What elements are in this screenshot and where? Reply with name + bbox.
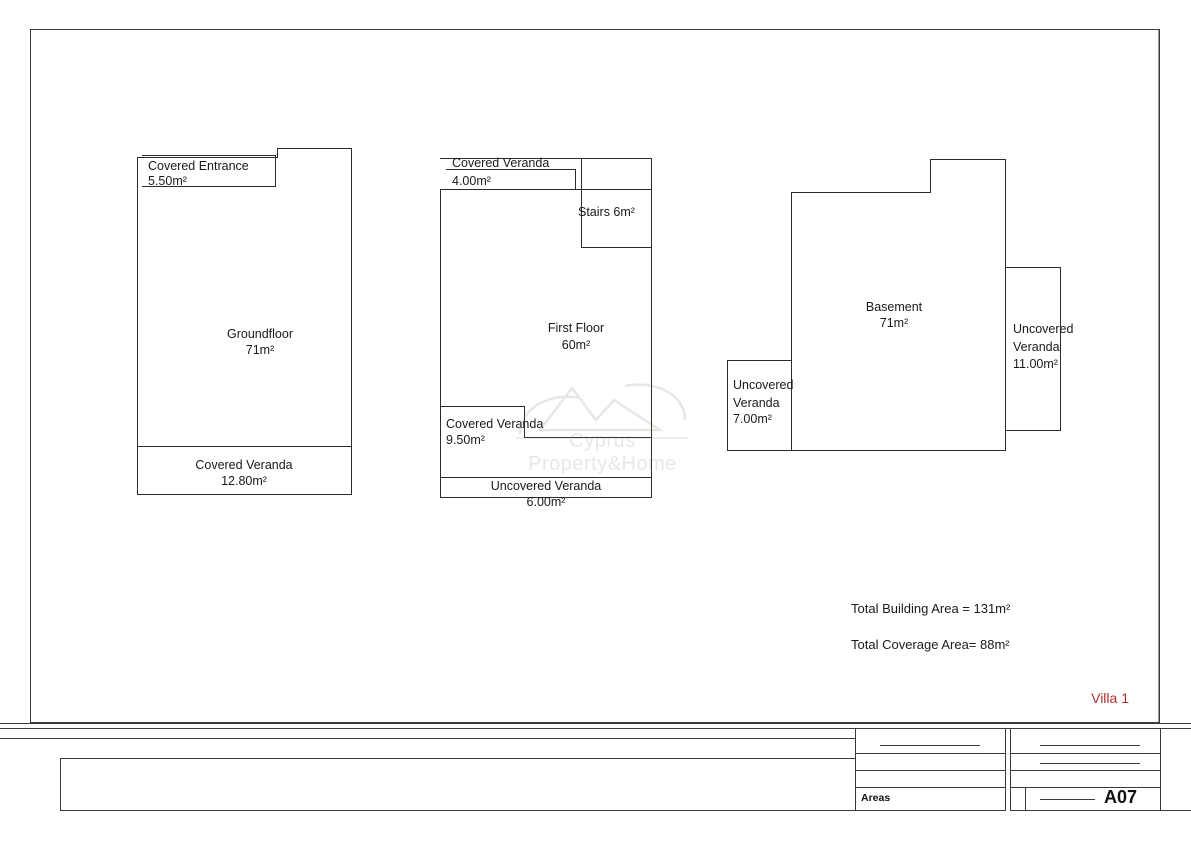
tb-areas-label: Areas — [861, 792, 891, 804]
bs-left-veranda-area: 7.00m² — [733, 412, 772, 426]
villa-label: Villa 1 — [1091, 690, 1129, 706]
ff-outline-left — [440, 189, 441, 498]
tb-grid-r4 — [855, 810, 1005, 811]
gf-entrance-box-right — [275, 155, 276, 187]
tb-top-line-2 — [0, 728, 1191, 729]
bs-outline-bottom — [727, 450, 1006, 451]
drawing-frame-inner — [31, 30, 1159, 722]
bs-outline-step-v — [930, 159, 931, 192]
tb-leftbox-bottom — [60, 810, 855, 811]
ff-covered-veranda-bottom-area: 9.50m² — [446, 433, 485, 447]
tb-drawing-code: A07 — [1104, 787, 1138, 807]
tb-grid-sub2 — [880, 745, 980, 746]
gf-veranda-divider — [137, 446, 352, 447]
ff-covered-veranda-bottom-label: Covered Veranda — [446, 417, 544, 431]
ff-stairs-right — [651, 158, 652, 248]
tb-grid-rr3 — [1010, 787, 1160, 788]
bs-right-veranda-top — [1005, 267, 1061, 268]
tb-leftbox-left — [60, 758, 61, 810]
ff-uncovered-veranda-area: 6.00m² — [526, 495, 566, 509]
bs-left-veranda-top — [727, 360, 792, 361]
bs-outline-top — [930, 159, 1006, 160]
gf-covered-entrance-label: Covered Entrance — [148, 159, 249, 173]
tb-grid-r2 — [855, 770, 1005, 771]
bs-outline-right — [1005, 159, 1006, 451]
total-coverage-area: Total Coverage Area= 88m² — [851, 637, 1010, 652]
tb-grid-sub4 — [1040, 763, 1140, 764]
gf-covered-entrance-area: 5.50m² — [148, 174, 187, 188]
tb-leftbox-top — [60, 758, 855, 759]
tb-grid-rr1 — [1010, 753, 1160, 754]
total-building-area: Total Building Area = 131m² — [851, 601, 1011, 616]
tb-grid-rr4 — [1010, 810, 1191, 811]
tb-grid-mid — [1005, 728, 1006, 811]
tb-grid-right — [1160, 728, 1161, 811]
tb-grid-rr2 — [1010, 770, 1160, 771]
ff-area-label: 60m² — [561, 338, 591, 352]
tb-grid-sub3 — [1040, 745, 1140, 746]
tb-grid-sub1 — [1040, 799, 1095, 800]
gf-covered-veranda-label: Covered Veranda — [195, 458, 293, 472]
ff-stairs-label: Stairs 6m² — [578, 205, 635, 219]
tb-top-line — [0, 723, 1191, 724]
gf-entrance-box-top — [142, 155, 275, 156]
ff-cv-box-right-h — [524, 437, 652, 438]
ff-cv-box-top — [440, 406, 525, 407]
bs-left-veranda-left — [727, 360, 728, 451]
ff-stairs-bottom — [581, 247, 652, 248]
title-block — [0, 723, 1191, 842]
tb-grid-sub5 — [1025, 787, 1026, 810]
bs-right-veranda-area: 11.00m² — [1013, 357, 1058, 371]
gf-covered-veranda-area: 12.80m² — [221, 474, 267, 488]
bs-outline-left — [791, 192, 792, 451]
ff-covered-veranda-top-label: Covered Veranda — [452, 156, 550, 170]
watermark-text: Cyprus Property&Home — [528, 430, 677, 475]
bs-name-label: Basement — [865, 300, 923, 314]
tb-grid-r3 — [855, 787, 1005, 788]
ff-stairs-left — [581, 158, 582, 248]
tb-left-line-3 — [0, 738, 855, 739]
gf-outline-right — [351, 148, 352, 495]
gf-name-label: Groundfloor — [226, 327, 293, 341]
bs-area-label: 71m² — [879, 316, 909, 330]
bs-outline-top-left — [791, 192, 931, 193]
bs-right-veranda-label2: Veranda — [1013, 340, 1060, 354]
ff-cvtop-box-right — [575, 169, 576, 190]
bs-left-veranda-label1: Uncovered — [733, 378, 794, 392]
bs-right-veranda-label1: Uncovered — [1013, 322, 1074, 336]
ff-uncovered-veranda-label: Uncovered Veranda — [490, 479, 602, 493]
gf-outline-notch-v — [277, 148, 278, 158]
ff-name-label: First Floor — [547, 321, 605, 335]
gf-area-label: 71m² — [245, 343, 275, 357]
gf-outline-bottom — [137, 494, 352, 495]
ff-covered-veranda-top-area: 4.00m² — [452, 174, 491, 188]
bs-right-veranda-bottom — [1005, 430, 1061, 431]
bs-right-veranda-right — [1060, 267, 1061, 431]
tb-grid-r1 — [855, 753, 1005, 754]
bs-left-veranda-label2: Veranda — [733, 396, 780, 410]
gf-outline-left — [137, 157, 138, 495]
ff-cvtop-box-bottom — [446, 189, 576, 190]
gf-outline-top-right — [277, 148, 352, 149]
